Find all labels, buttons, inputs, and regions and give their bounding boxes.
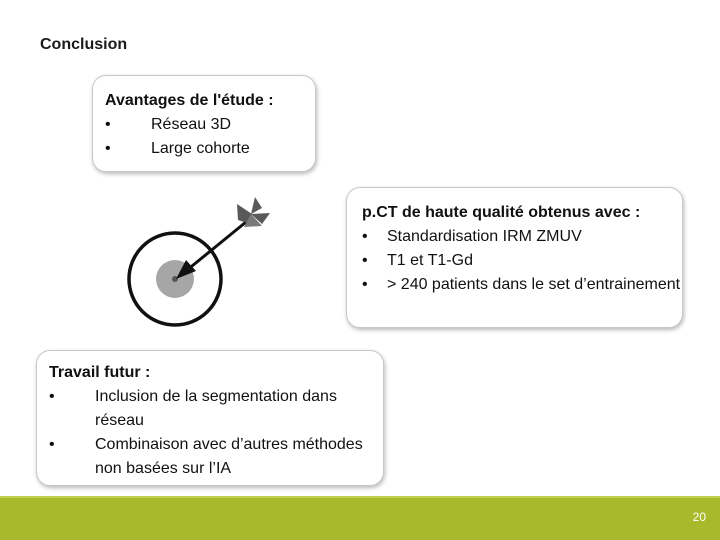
- future-work-callout: [36, 350, 384, 486]
- list-item-text: Standardisation IRM ZMUV: [387, 228, 582, 245]
- bullet-icon: •: [105, 140, 111, 157]
- list-item: [105, 137, 315, 161]
- advantages-heading: Avantages de l'étude :: [105, 92, 274, 109]
- arrow-fletching: [237, 197, 270, 227]
- list-item-text: Réseau 3D: [151, 116, 232, 133]
- list-item-text: > 240 patients dans le set d’entrainement: [387, 276, 681, 293]
- bullet-icon: •: [362, 276, 368, 293]
- list-item: [105, 113, 315, 137]
- target-bullseye: [172, 276, 178, 282]
- list-item-text: T1 et T1-Gd: [387, 252, 473, 269]
- list-item: [362, 249, 682, 273]
- list-item-text: Inclusion de la segmentation dans réseau: [95, 388, 337, 429]
- target-with-arrow-icon: [110, 180, 350, 340]
- list-item-text: Combinaison avec d’autres méthodes non basées sur l’IA: [95, 436, 363, 477]
- footer-bar: [0, 496, 720, 540]
- slide-number: 20: [692, 510, 706, 524]
- list-item: [49, 385, 377, 433]
- slide-title: Conclusion: [40, 36, 128, 53]
- quality-heading: p.CT de haute qualité obtenus avec :: [362, 204, 641, 221]
- bullet-icon: •: [362, 252, 368, 269]
- bullet-icon: •: [362, 228, 368, 245]
- future-work-list: [49, 385, 377, 481]
- quality-list: [362, 225, 682, 297]
- target-svg: [110, 180, 350, 340]
- list-item-text: Large cohorte: [151, 140, 250, 157]
- advantages-list: [105, 113, 315, 161]
- list-item: [49, 433, 377, 481]
- quality-callout: [346, 187, 683, 328]
- future-work-heading: Travail futur :: [49, 364, 151, 381]
- bullet-icon: •: [49, 436, 55, 453]
- bullet-icon: •: [49, 388, 55, 405]
- list-item: [362, 273, 682, 297]
- advantages-callout: [92, 75, 316, 172]
- list-item: [362, 225, 682, 249]
- bullet-icon: •: [105, 116, 111, 133]
